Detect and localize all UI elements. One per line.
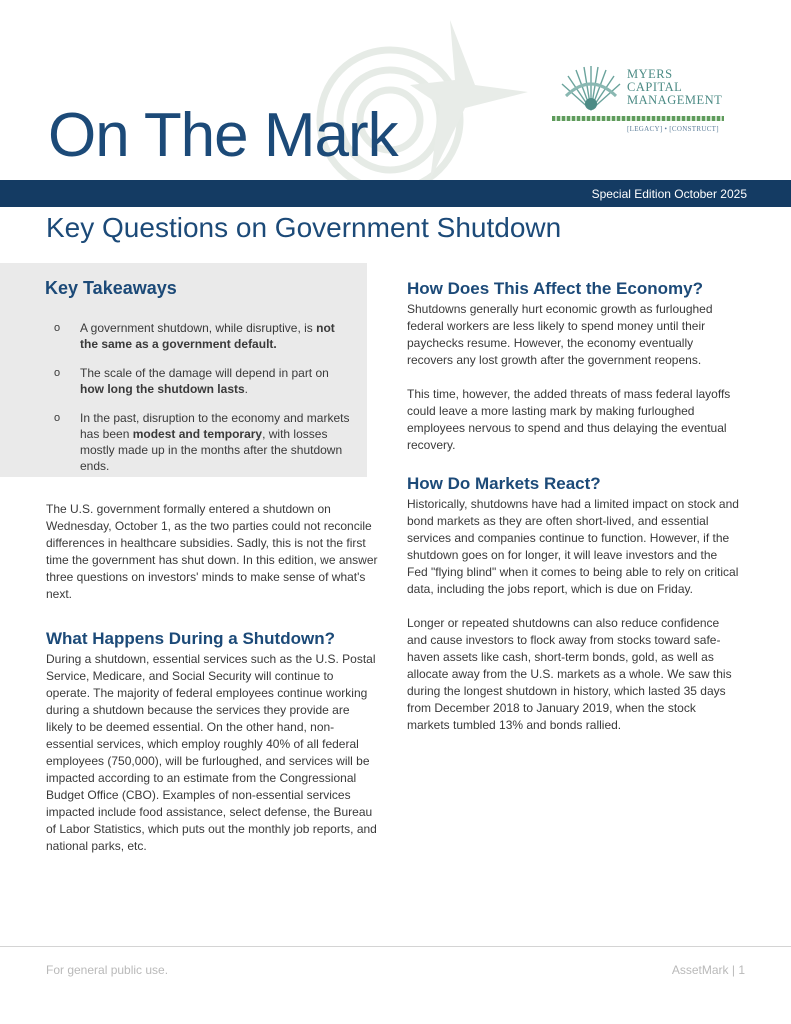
section-heading: How Does This Affect the Economy?	[407, 279, 703, 298]
logo-name-line: CAPITAL	[627, 80, 683, 94]
left-column	[46, 501, 378, 855]
company-logo	[552, 58, 742, 148]
edition-banner	[0, 180, 791, 207]
section-paragraph: During a shutdown, essential services such as the U.S. Postal Service, Medicare, and Social Security will continue to operate. The majority of federal employees continue working during a shutdown because the services they provide are likely to be deemed essential. On the other hand, non-essential services, which employ roughly 40% of all federal employees (750,000), will be furloughed, and services will be impacted according to an estimate from the Congressional Budget Office (CBO). Examples of non-essential services impacted include food assistance, select defense, the Bureau of Labor Statistics, which puts out the monthly job reports, and national parks, etc.	[46, 652, 377, 853]
takeaway-text: In the past, disruption to the economy and markets has been	[80, 411, 350, 441]
takeaway-text: .	[244, 382, 249, 396]
key-takeaways-panel	[0, 263, 367, 477]
takeaway-text: The scale of the damage will depend in part on	[80, 366, 329, 380]
intro-paragraph: The U.S. government formally entered a shutdown on Wednesday, October 1, as the two parties could not reconcile differences in healthcare subsidies. Sadly, this is not the first time the government has shut down. In this edition, we answer three questions on investors' minds to make sense of what's next.	[46, 502, 378, 601]
section-paragraph: Historically, shutdowns have had a limited impact on stock and bond markets as they are often short-lived, and essential services and companies continue to function. However, if the shutdown goes on for longer, it will leave investors and the Fed "flying blind" when it comes to being able to rely on critical data, including the jobs report, which is due on Friday.	[407, 497, 739, 596]
spacer	[46, 603, 378, 629]
takeaway-item	[54, 410, 354, 474]
section-heading: What Happens During a Shutdown?	[46, 629, 335, 648]
key-takeaways-title: Key Takeaways	[45, 278, 177, 298]
logo-name-line: MYERS	[627, 67, 673, 81]
section-paragraph: This time, however, the added threats of mass federal layoffs could leave a more lasting mark by making furloughed employees nervous to spend and thus delaying the eventual recovery.	[407, 387, 731, 452]
takeaway-emphasis: not the same as a government default.	[80, 321, 335, 351]
bullet-icon: o	[54, 367, 61, 379]
spacer	[407, 598, 739, 615]
takeaway-emphasis: how long the shutdown lasts	[80, 382, 245, 396]
spacer	[407, 369, 739, 386]
takeaway-text: , with losses mostly made up in the months after the shutdown ends.	[80, 427, 343, 473]
section-paragraph: Shutdowns generally hurt economic growth as furloughed federal workers are less likely to spend money until their paychecks resume. However, the economy eventually recovers any lost growth after the government reopens.	[407, 302, 713, 367]
logo-pattern-band	[552, 116, 724, 121]
section-heading: How Do Markets React?	[407, 474, 601, 493]
logo-wordmark	[627, 68, 722, 107]
section-paragraph: Longer or repeated shutdowns can also reduce confidence and cause investors to flock away from stocks toward safe-haven assets like cash, short-term bonds, gold, as well as allocate away from the U.S. markets as a whole. We saw this during the longest shutdown in history, which lasted 35 days from December 2018 to January 2019, when the stock markets tumbled 13% and bonds rallied.	[407, 616, 732, 732]
footer-page-number: AssetMark | 1	[671, 963, 745, 977]
takeaway-emphasis: modest and temporary	[132, 427, 263, 441]
takeaway-item	[54, 320, 354, 352]
logo-tagline: [LEGACY] • [CONSTRUCT]	[627, 125, 719, 133]
page-headline: Key Questions on Government Shutdown	[46, 212, 562, 243]
bullet-icon: o	[54, 412, 61, 424]
bullet-icon: o	[54, 322, 61, 334]
masthead-title: On The Mark	[48, 101, 398, 170]
edition-label: Special Edition October 2025	[591, 187, 747, 201]
takeaway-item	[54, 365, 354, 397]
spacer	[407, 454, 739, 474]
logo-emblem-icon	[560, 66, 622, 112]
right-column	[407, 279, 739, 734]
footer-disclaimer: For general public use.	[46, 963, 169, 977]
footer-divider	[0, 946, 791, 947]
logo-name-line: MANAGEMENT	[627, 93, 723, 107]
takeaway-text: A government shutdown, while disruptive, is	[80, 321, 317, 335]
key-takeaways-list	[54, 320, 354, 487]
